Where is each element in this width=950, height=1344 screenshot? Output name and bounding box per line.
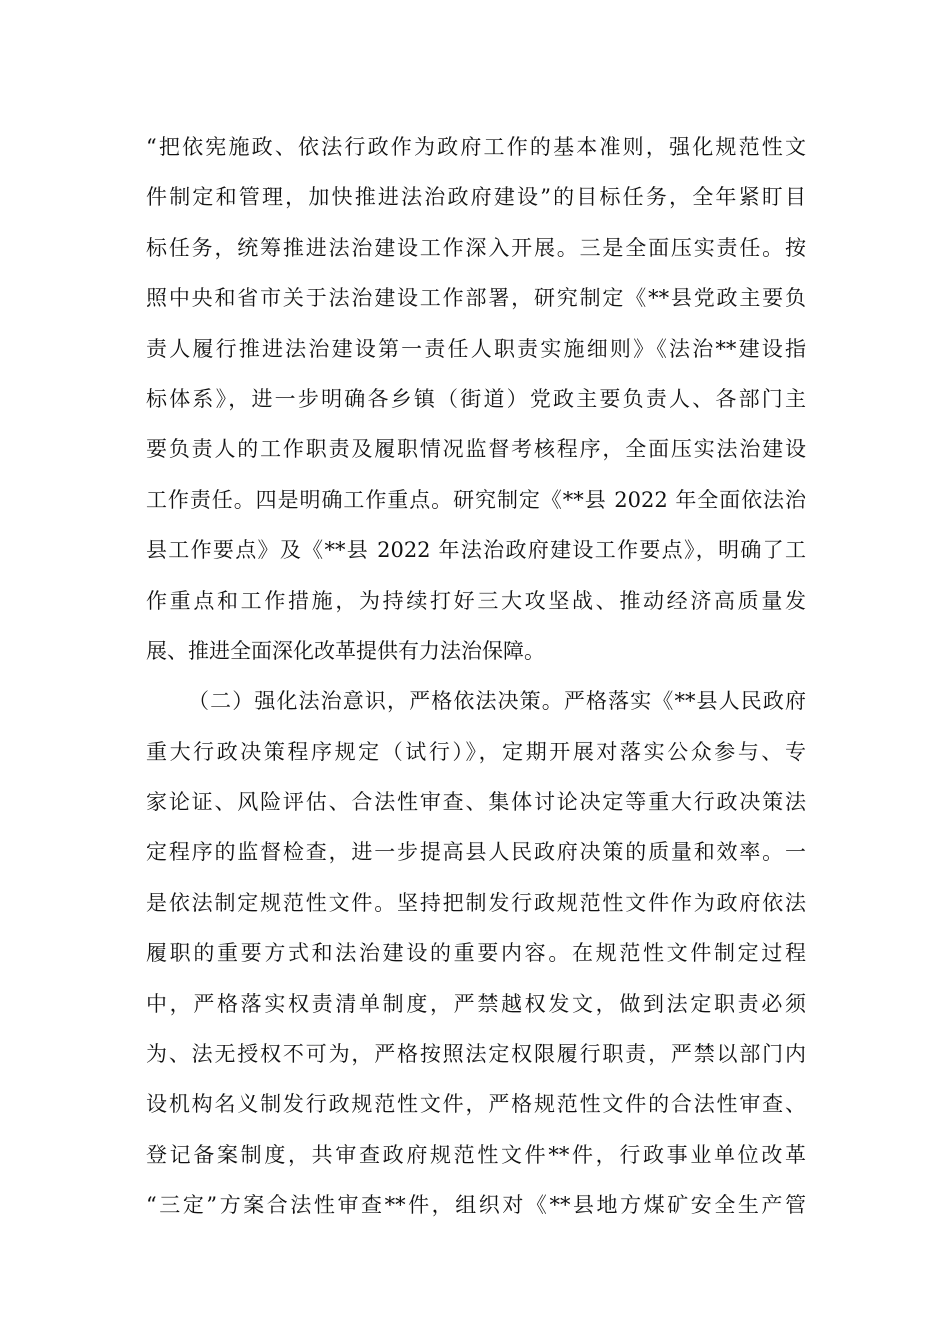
text-line: 标体系》，进一步明确各乡镇（街道）党政主要负责人、各部门主 — [146, 386, 806, 411]
text-line: “三定”方案合法性审查**件，组织对《**县地方煤矿安全生产管 — [146, 1193, 806, 1218]
section-heading-line: （二）强化法治意识，严格依法决策。严格落实《**县人民政府 — [188, 689, 806, 714]
text-line: 标任务，统筹推进法治建设工作深入开展。三是全面压实责任。按 — [146, 235, 806, 260]
text-line: “把依宪施政、依法行政作为政府工作的基本准则，强化规范性文 — [146, 135, 806, 159]
text-line: 作重点和工作措施，为持续打好三大攻坚战、推动经济高质量发 — [146, 588, 806, 613]
text-line: 重大行政决策程序规定（试行）》，定期开展对落实公众参与、专 — [146, 739, 806, 764]
text-line: 为、法无授权不可为，严格按照法定权限履行职责，严禁以部门内 — [146, 1042, 806, 1067]
text-line: 设机构名义制发行政规范性文件，严格规范性文件的合法性审查、 — [146, 1092, 806, 1117]
text-line: 责人履行推进法治建设第一责任人职责实施细则》《法治**建设指 — [146, 336, 806, 361]
text-line: 要负责人的工作职责及履职情况监督考核程序，全面压实法治建设 — [146, 437, 806, 462]
text-line: 家论证、风险评估、合法性审查、集体讨论决定等重大行政决策法 — [146, 790, 806, 815]
text-line: 定程序的监督检查，进一步提高县人民政府决策的质量和效率。一 — [146, 840, 806, 865]
text-line: 登记备案制度，共审查政府规范性文件**件，行政事业单位改革 — [146, 1142, 806, 1167]
text-line: 中，严格落实权责清单制度，严禁越权发文，做到法定职责必须 — [146, 991, 806, 1016]
text-line: 工作责任。四是明确工作重点。研究制定《**县 2022 年全面依法治 — [146, 487, 806, 512]
text-line: 县工作要点》及《**县 2022 年法治政府建设工作要点》，明确了工 — [146, 538, 806, 563]
text-line: 展、推进全面深化改革提供有力法治保障。 — [146, 638, 545, 663]
text-line: 件制定和管理，加快推进法治政府建设”的目标任务，全年紧盯目 — [146, 185, 806, 210]
text-line: 照中央和省市关于法治建设工作部署，研究制定《**县党政主要负 — [146, 286, 806, 311]
text-line: 履职的重要方式和法治建设的重要内容。在规范性文件制定过程 — [146, 941, 806, 966]
document-body — [146, 128, 806, 1237]
text-line: 是依法制定规范性文件。坚持把制发行政规范性文件作为政府依法 — [146, 890, 806, 915]
